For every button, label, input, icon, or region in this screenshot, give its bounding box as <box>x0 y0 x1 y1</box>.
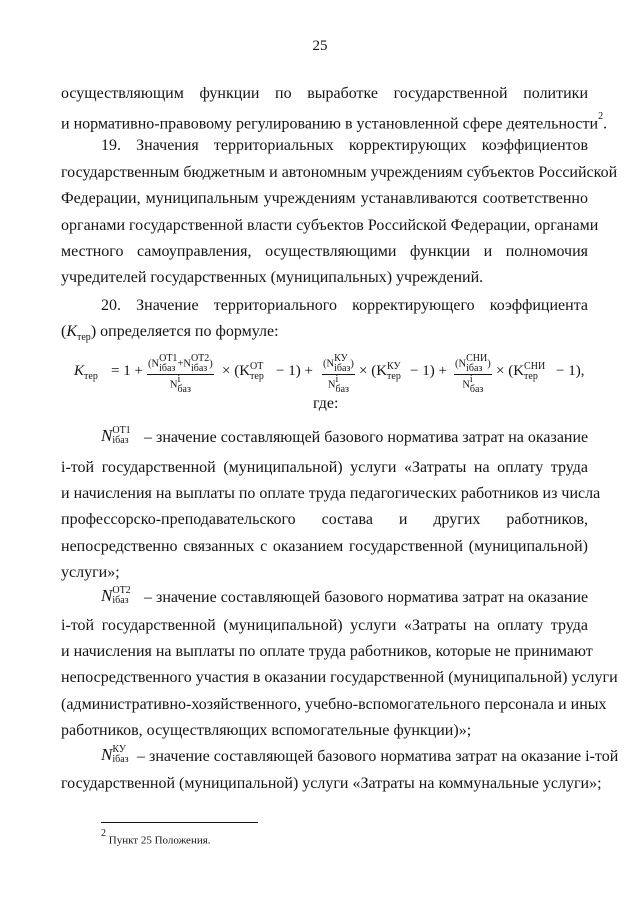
definition-ot1-line: услуги»; <box>61 564 120 581</box>
symbol-n-ot2: N ОТ2 iбаз <box>101 585 131 606</box>
footnote: $^2$ Пункт 25 Положения. <box>101 828 211 847</box>
paragraph-19-line: государственным бюджетным и автономным учреждениям субъектов Российской <box>61 164 618 181</box>
definition-ot2-line: (административно-хозяйственного, учебно-вспомогательного персонала и иных <box>61 696 607 713</box>
paragraph-19-line: 19. Значения территориальных корректирующих коэффициентов <box>101 137 588 154</box>
paragraph-20-line: 20. Значение территориального корректирующего коэффициента <box>101 297 588 314</box>
paragraph-19-line: Федерации, муниципальным учреждениям устанавливаются соответственно <box>61 190 588 207</box>
definition-ot1-line: i-той государственной (муниципальной) услуги «Затраты на оплату труда <box>61 459 588 476</box>
paragraph-19-line: органами государственной власти субъектов Российской Федерации, органами <box>61 217 599 234</box>
definition-ot2-line: i-той государственной (муниципальной) услуги «Затраты на оплату труда <box>61 617 588 634</box>
definition-ot2-line: – значение составляющей базового норматива затрат на оказание <box>144 589 589 606</box>
formula-fraction-2: (N КУ iбаз ) N i баз <box>323 353 354 395</box>
definition-ot1-line: – значение составляющей базового норматива затрат на оказание <box>144 429 589 446</box>
definition-ku-line: – значение составляющей базового норматива затрат на оказание i-той <box>137 748 619 765</box>
footnote-divider <box>101 822 258 823</box>
formula-fraction-1: (N ОТ1 iбаз +N ОТ2 iбаз ) N i баз <box>148 353 213 395</box>
formula-where: где: <box>313 395 339 412</box>
definition-ot1-line: и начисления на выплаты по оплате труда педагогических работников из числа <box>61 485 601 502</box>
definition-ot2-line: работников, осуществляющих вспомогательные функции)»; <box>61 722 472 739</box>
symbol-n-ku: N КУ iбаз <box>101 744 129 765</box>
paragraph-line: и нормативно-правовому регулированию в установленной сфере деятельности$^2$. <box>61 111 608 133</box>
paragraph-20-line: $(K_{тер})$ определяется по формуле: <box>61 323 279 343</box>
symbol-n-ot1: N ОТ1 iбаз <box>101 425 131 446</box>
definition-ot1-line: непосредственно связанных с оказанием государственной (муниципальной) <box>61 538 588 555</box>
formula-fraction-3: (N СНИ iбаз ) N i баз <box>455 353 491 395</box>
paragraph-19-line: местного самоуправления, осуществляющими функции и полномочия <box>61 243 588 260</box>
paragraph-line: осуществляющим функции по выработке государственной политики <box>61 85 588 102</box>
definition-ot1-line: профессорско-преподавательского состава и других работников, <box>61 511 588 528</box>
footnote-mark: 2 <box>598 111 604 122</box>
paragraph-19-line: учредителей государственных (муниципальных) учреждений. <box>61 269 484 286</box>
definition-ku-line: государственной (муниципальной) услуги «Затраты на коммунальные услуги»; <box>61 775 602 792</box>
page-number: 25 <box>312 38 328 54</box>
definition-ot2-line: непосредственного участия в оказании государственной (муниципальной) услуги <box>61 669 618 686</box>
definition-ot2-line: и начисления на выплаты по оплате труда работников, которые не принимают <box>61 643 593 660</box>
